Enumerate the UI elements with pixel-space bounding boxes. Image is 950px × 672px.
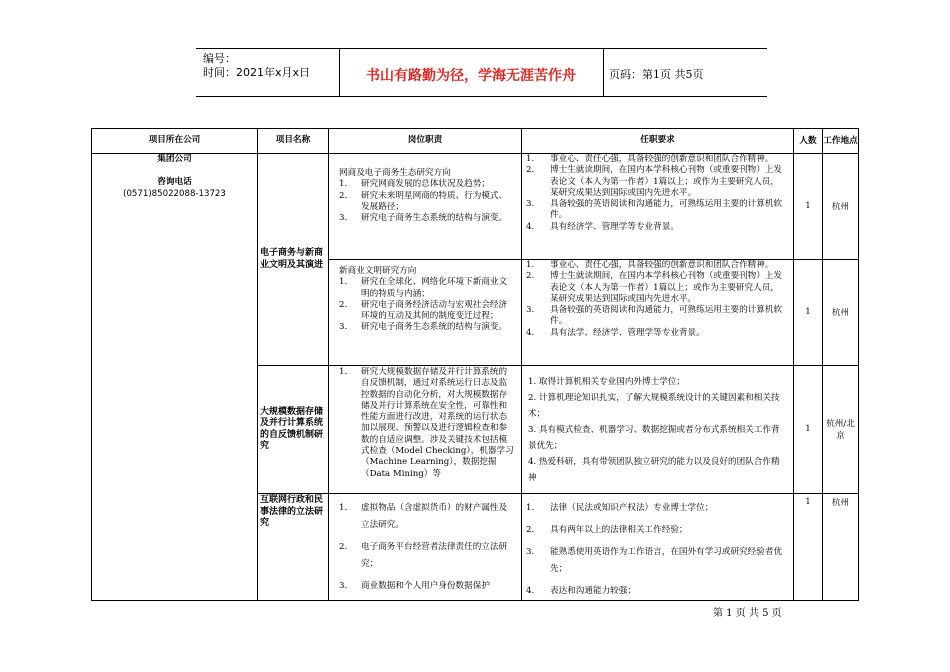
duty-cell: [329, 154, 522, 260]
list-item: 2. 计算机理论知识扎实，了解大规模系统设计的关键因素和相关技术；: [528, 392, 780, 419]
list-item: 3. 研究电子商务生态系统的结构与演变。: [339, 322, 508, 333]
list-item: 3. 能熟悉使用英语作为工作语言，在国外有学习或研究经验者优先；: [526, 547, 783, 574]
list-item: 3. 具有模式检查、机器学习、数据挖掘或者分布式系统相关工作背景优先；: [528, 424, 780, 451]
list-item: 1. 事业心、责任心强，具备较强的创新意识和团队合作精神。: [526, 154, 774, 164]
duty-title: 新商业文明研究方向: [339, 266, 417, 276]
list-item: 1. 法律（民法或知识产权法）专业博士学位；: [526, 503, 714, 513]
code-label: 编号：: [203, 52, 236, 65]
duty-cell: [329, 260, 522, 366]
list-item: 2. 电子商务平台经营者法律责任的立法研究；: [339, 542, 508, 569]
header-page-info: 页码：第1页 共5页: [609, 68, 704, 81]
location-cell: 杭州: [823, 494, 859, 601]
table-row: [92, 154, 859, 260]
contact-label: 咨询电话: [157, 177, 192, 188]
location-cell: 杭州: [823, 260, 859, 366]
project-name: 电子商务与新商业文明及其演进: [258, 154, 329, 366]
list-item: 4. 热爱科研，具有带领团队独立研究的能力以及良好的团队合作精神: [528, 456, 780, 483]
duty-title: 网商及电子商务生态研究方向: [339, 168, 451, 178]
count-cell: 1: [794, 260, 823, 366]
list-item: 1. 取得计算机相关专业国内外博士学位；: [528, 376, 686, 387]
requirements-cell: [522, 494, 794, 601]
count-cell: 1: [794, 366, 823, 494]
list-item: 1. 研究大规模数据存储及并行计算系统的自反馈机制，通过对系统运行日志及监控数据的自动化分析，对大规模数据存储及并行计算系统在安全性，可靠性和性能方面进行改进，对系统的运行状态加以展现、预警以及进行逻辑检查和参数的自适应调整。涉及关键技术包括模式检查（Model Checking），机器学习（Machine Learning），数据挖掘（Data Mining）等: [339, 367, 514, 479]
list-item: 2. 研究未来明星网商的特质、行为模式、发展路径；: [339, 190, 508, 212]
requirements-cell: [522, 154, 794, 260]
col-header-company: 项目所在公司: [92, 129, 258, 154]
company-name: 集团公司: [157, 154, 192, 164]
col-header-project: 项目名称: [258, 129, 329, 154]
time-label: 时间：2021年x月x日: [203, 66, 311, 79]
list-item: 2. 具有两年以上的法律相关工作经验；: [526, 525, 688, 535]
list-item: 3. 具备较强的英语阅读和沟通能力，可熟练运用主要的计算机软件。: [526, 199, 783, 221]
list-item: 3. 研究电子商务生态系统的结构与演变。: [339, 213, 508, 224]
list-item: 1. 虚拟物品（含虚拟货币）的财产属性及立法研究。: [339, 503, 508, 530]
list-item: 4. 表达和沟通能力较强；: [526, 586, 636, 596]
list-item: 3. 商业数据和个人用户身份数据保护: [339, 581, 490, 591]
col-header-location: 工作地点: [823, 129, 859, 154]
project-name: 互联网行政和民事法律的立法研究: [258, 494, 329, 601]
header-meta: [203, 52, 310, 80]
company-cell: [92, 154, 258, 601]
header-divider: [603, 48, 604, 96]
requirements-cell: [522, 366, 794, 494]
count-cell: 1: [794, 494, 823, 601]
contact-phone: (0571)85022088-13723: [123, 188, 226, 199]
col-header-duty: 岗位职责: [329, 129, 522, 154]
duty-cell: [329, 494, 522, 601]
header-motto: 书山有路勤为径，学海无涯苦作舟: [366, 68, 576, 84]
col-header-requirements: 任职要求: [522, 129, 794, 154]
job-table: [91, 128, 859, 601]
list-item: 1. 研究网商发展的总体状况及趋势；: [339, 179, 490, 190]
table-header-row: [92, 129, 859, 154]
list-item: 2. 研究电子商务经济活动与宏观社会经济环境的互动及其间的制度变迁过程；: [339, 299, 508, 322]
duty-cell: [329, 366, 522, 494]
list-item: 3. 具备较强的英语阅读和沟通能力，可熟练运用主要的计算机软件。: [526, 305, 783, 327]
count-cell: 1: [794, 154, 823, 260]
list-item: 1. 事业心、责任心强，具备较强的创新意识和团队合作精神。: [526, 260, 774, 270]
list-item: 4. 具有法学、经济学、管理学等专业背景。: [526, 327, 705, 338]
header-top-rule: [196, 48, 767, 49]
header-bottom-rule: [196, 96, 767, 97]
list-item: 1. 研究在全球化、网络化环境下新商业文明的特质与内涵；: [339, 277, 508, 299]
list-item: 2. 博士生就读期间，在国内本学科核心刊物（或重要刊物）上发表论文（本人为第一作者）1篇以上；或作为主要研究人员，某研究成果达到国际或国内先进水平。: [526, 165, 783, 198]
project-name: 大规模数据存储及并行计算系统的自反馈机制研究: [258, 366, 329, 494]
requirements-cell: [522, 260, 794, 366]
col-header-count: 人数: [794, 129, 823, 154]
page-footer: 第 1 页 共 5 页: [713, 608, 782, 619]
list-item: 4. 具有经济学、管理学等专业背景。: [526, 221, 679, 232]
location-cell: 杭州: [823, 154, 859, 260]
location-cell: 杭州/北京: [823, 366, 859, 494]
list-item: 2. 博士生就读期间，在国内本学科核心刊物（或重要刊物）上发表论文（本人为第一作者）1篇以上；或作为主要研究人员，某研究成果达到国际或国内先进水平。: [526, 271, 783, 304]
